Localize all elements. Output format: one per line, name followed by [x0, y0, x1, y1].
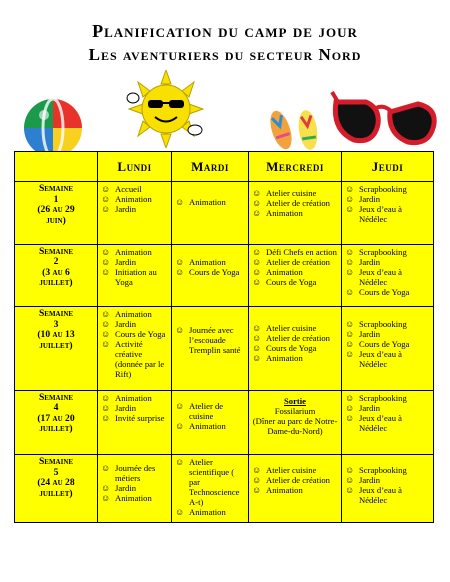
activity-item: ☺ Cours de Yoga — [252, 277, 338, 287]
cell-mardi — [172, 182, 249, 245]
activity-item: ☺ Jardin — [101, 204, 168, 214]
col-header-lundi: Lundi — [98, 152, 172, 182]
col-header-mardi: Mardi — [172, 152, 249, 182]
cell-mardi — [172, 244, 249, 307]
cell-mardi — [172, 455, 249, 523]
activity-item: ☺ Scrapbooking — [345, 393, 430, 403]
cell-mardi — [172, 307, 249, 390]
table-header-row — [15, 152, 434, 182]
cell-mercredi — [249, 307, 342, 390]
activity-item: ☺ Animation — [175, 421, 245, 431]
col-header-mercredi: Mercredi — [249, 152, 342, 182]
cell-lundi — [98, 390, 172, 455]
beach-ball-icon — [22, 97, 84, 159]
cell-mercredi — [249, 182, 342, 245]
table-row — [15, 455, 434, 523]
activity-item: ☺ Atelier cuisine — [252, 188, 338, 198]
week-label — [15, 455, 98, 523]
activity-item: ☺ Scrapbooking — [345, 247, 430, 257]
activity-item: ☺ Cours de Yoga — [175, 267, 245, 277]
week-word: Semaine — [38, 456, 74, 468]
outing-block — [252, 393, 338, 436]
activity-item: ☺ Animation — [175, 507, 245, 517]
activity-item: ☺ Jeux d’eau à Nédélec — [345, 485, 430, 505]
week-word: Semaine — [38, 391, 74, 403]
activity-item: ☺ Jeux d’eau à Nédélec — [345, 267, 430, 287]
activity-item: ☺ Jeux d’eau à Nédélec — [345, 413, 430, 433]
activity-item: ☺ Animation — [175, 197, 245, 207]
cell-jeudi — [342, 390, 434, 455]
activity-item: ☺ Animation — [252, 208, 338, 218]
col-header-jeudi: Jeudi — [342, 152, 434, 182]
cell-mercredi — [249, 390, 342, 455]
cell-mercredi — [249, 455, 342, 523]
activity-item: ☺ Animation — [252, 353, 338, 363]
week-dates-start: (10 au 13 — [37, 329, 75, 341]
activity-item: ☺ Animation — [101, 247, 168, 257]
activity-item: ☺ Jardin — [345, 403, 430, 413]
week-dates-end: juillet) — [39, 423, 73, 435]
week-dates-start: (26 au 29 — [37, 204, 75, 216]
activity-item: ☺ Atelier de création — [252, 333, 338, 343]
activity-item: ☺ Activité créative (donnée par le Rift) — [101, 339, 168, 379]
cell-jeudi — [342, 307, 434, 390]
activity-item: ☺ Cours de Yoga — [345, 339, 430, 349]
activity-item: ☺ Scrapbooking — [345, 319, 430, 329]
activity-item: ☺ Atelier cuisine — [252, 465, 338, 475]
activity-item: ☺ Animation — [101, 393, 168, 403]
activity-item: ☺ Atelier de création — [252, 198, 338, 208]
activity-item: ☺ Jardin — [101, 483, 168, 493]
week-label — [15, 244, 98, 307]
activity-item: ☺ Atelier de cuisine — [175, 401, 245, 421]
activity-item: ☺ Défi Chefs en action — [252, 247, 338, 257]
table-row — [15, 182, 434, 245]
sunglasses-icon — [330, 90, 438, 152]
week-number: 3 — [53, 318, 59, 330]
activity-item: ☺ Invité surprise — [101, 413, 168, 423]
cell-jeudi — [342, 455, 434, 523]
week-number: 1 — [53, 193, 59, 205]
activity-item: ☺ Atelier scientifique ( par Technoscience A-t) — [175, 457, 245, 507]
activity-item: ☺ Accueil — [101, 184, 168, 194]
activity-item: ☺ Scrapbooking — [345, 184, 430, 194]
table-row — [15, 390, 434, 455]
activity-item: ☺ Animation — [101, 194, 168, 204]
activity-item: ☺ Animation — [101, 309, 168, 319]
sun-icon — [121, 70, 211, 148]
activity-item: ☺ Jardin — [101, 257, 168, 267]
activity-item: ☺ Jardin — [345, 475, 430, 485]
activity-item: ☺ Atelier cuisine — [252, 323, 338, 333]
activity-item: ☺ Jardin — [101, 403, 168, 413]
week-dates-end: juillet) — [39, 277, 73, 289]
activity-item: ☺ Journée avec l’escouade Tremplin santé — [175, 325, 245, 355]
activity-item: ☺ Animation — [101, 493, 168, 503]
week-dates-end: juin) — [46, 214, 66, 226]
activity-item: ☺ Journée des métiers — [101, 463, 168, 483]
week-number: 2 — [53, 256, 59, 268]
header-blank — [15, 152, 98, 182]
week-dates-start: (17 au 20 — [37, 412, 75, 424]
activity-item: ☺ Jardin — [345, 194, 430, 204]
activity-item: ☺ Initiation au Yoga — [101, 267, 168, 287]
outing-detail: (Dîner au parc de Notre-Dame-du-Nord) — [252, 415, 338, 436]
table-row — [15, 244, 434, 307]
week-dates-end: juillet) — [39, 487, 73, 499]
activity-item: ☺ Jardin — [345, 329, 430, 339]
activity-item: ☺ Cours de Yoga — [252, 343, 338, 353]
cell-lundi — [98, 455, 172, 523]
cell-lundi — [98, 307, 172, 390]
week-label — [15, 182, 98, 245]
week-word: Semaine — [38, 308, 74, 320]
week-word: Semaine — [38, 245, 74, 257]
activity-item: ☺ Jardin — [345, 257, 430, 267]
activity-item: ☺ Animation — [252, 485, 338, 495]
activity-item: ☺ Animation — [175, 257, 245, 267]
activity-item: ☺ Cours de Yoga — [345, 287, 430, 297]
activity-item: ☺ Scrapbooking — [345, 465, 430, 475]
week-dates-start: (24 au 28 — [37, 477, 75, 489]
cell-mardi — [172, 390, 249, 455]
activity-item: ☺ Cours de Yoga — [101, 329, 168, 339]
week-label — [15, 307, 98, 390]
activity-item: ☺ Jeux d’eau à Nédélec — [345, 204, 430, 224]
outing-place: Fossilarium — [274, 405, 316, 416]
activity-item: ☺ Jardin — [101, 319, 168, 329]
page-subtitle: Les aventuriers du secteur Nord — [88, 45, 362, 64]
cell-lundi — [98, 182, 172, 245]
week-word: Semaine — [38, 183, 74, 195]
cell-jeudi — [342, 182, 434, 245]
cell-jeudi — [342, 244, 434, 307]
week-dates-end: juillet) — [39, 339, 73, 351]
cell-mercredi — [249, 244, 342, 307]
page-title: Planification du camp de jour — [92, 21, 358, 41]
week-number: 5 — [53, 466, 59, 478]
week-label — [15, 390, 98, 455]
schedule-table — [14, 151, 434, 523]
week-number: 4 — [53, 402, 59, 414]
activity-item: ☺ Atelier de création — [252, 475, 338, 485]
activity-item: ☺ Jeux d’eau à Nédélec — [345, 349, 430, 369]
activity-item: ☺ Animation — [252, 267, 338, 277]
cell-lundi — [98, 244, 172, 307]
outing-heading: Sortie — [284, 395, 306, 406]
flip-flops-icon — [266, 106, 326, 152]
table-row — [15, 307, 434, 390]
activity-item: ☺ Atelier de création — [252, 257, 338, 267]
week-dates-start: (3 au 6 — [42, 266, 70, 278]
